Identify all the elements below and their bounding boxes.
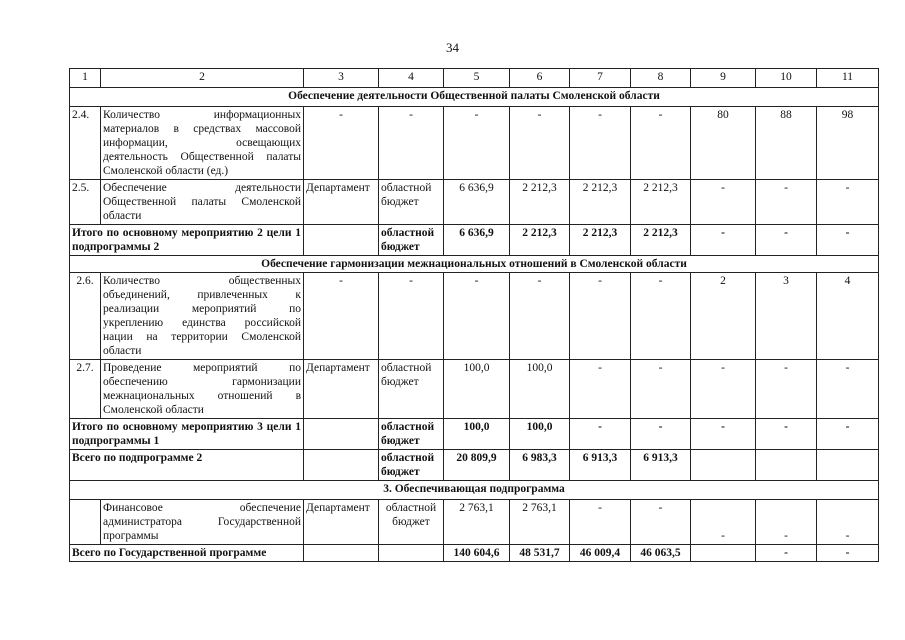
- table-row: [70, 500, 879, 545]
- cell: [304, 545, 379, 562]
- cell: -: [570, 107, 631, 180]
- row-number: [70, 500, 101, 545]
- column-number: 2: [101, 69, 304, 88]
- cell: 3: [756, 273, 817, 360]
- column-number: 1: [70, 69, 101, 88]
- table-row: [70, 273, 879, 360]
- cell: 98: [817, 107, 879, 180]
- cell: областной бюджет: [379, 360, 444, 419]
- cell: 100,0: [510, 360, 570, 419]
- cell: -: [570, 360, 631, 419]
- cell: [691, 545, 756, 562]
- row-name: Всего по Государственной программе: [70, 545, 304, 562]
- cell: [304, 450, 379, 481]
- cell: областной бюджет: [379, 225, 444, 256]
- row-name: Всего по подпрограмме 2: [70, 450, 304, 481]
- cell: -: [817, 360, 879, 419]
- cell: 140 604,6: [444, 545, 510, 562]
- column-number-row: [70, 69, 879, 88]
- column-number: 4: [379, 69, 444, 88]
- cell: [817, 450, 879, 481]
- cell: 48 531,7: [510, 545, 570, 562]
- grand-total-row: [70, 545, 879, 562]
- cell: -: [756, 419, 817, 450]
- cell: Департамент: [304, 180, 379, 225]
- cell: 2 212,3: [631, 180, 691, 225]
- cell: -: [756, 545, 817, 562]
- cell: областной бюджет: [379, 419, 444, 450]
- column-number: 8: [631, 69, 691, 88]
- budget-table: [69, 68, 879, 562]
- cell: 6 636,9: [444, 180, 510, 225]
- cell: -: [756, 180, 817, 225]
- row-number: 2.5.: [70, 180, 101, 225]
- cell: областной бюджет: [379, 450, 444, 481]
- cell: 46 009,4: [570, 545, 631, 562]
- cell: -: [444, 107, 510, 180]
- cell: -: [631, 419, 691, 450]
- page-number: 34: [446, 40, 459, 55]
- cell: 6 913,3: [570, 450, 631, 481]
- cell: -: [570, 500, 631, 545]
- cell: -: [444, 273, 510, 360]
- column-number: 11: [817, 69, 879, 88]
- row-name: Проведение мероприятий по обеспечению гармонизации межнациональных отношений в Смоленской области: [101, 360, 304, 419]
- row-name: Количество информационных материалов в средствах массовой информации, освещающих деятельность Общественной палаты Смоленской области (ед.): [101, 107, 304, 180]
- cell: [304, 419, 379, 450]
- cell: -: [756, 225, 817, 256]
- cell: -: [691, 500, 756, 545]
- cell: -: [510, 273, 570, 360]
- section-heading: 3. Обеспечивающая подпрограмма: [70, 481, 879, 500]
- cell: 100,0: [510, 419, 570, 450]
- cell: 2 212,3: [570, 225, 631, 256]
- cell: областной бюджет: [379, 180, 444, 225]
- cell: 2 763,1: [510, 500, 570, 545]
- cell: 4: [817, 273, 879, 360]
- column-number: 10: [756, 69, 817, 88]
- cell: -: [817, 180, 879, 225]
- total-row: [70, 419, 879, 450]
- total-row: [70, 225, 879, 256]
- cell: -: [631, 273, 691, 360]
- section-heading-row: [70, 481, 879, 500]
- cell: -: [817, 225, 879, 256]
- cell: [756, 450, 817, 481]
- row-number: 2.6.: [70, 273, 101, 360]
- section-heading-row: [70, 256, 879, 273]
- column-number: 5: [444, 69, 510, 88]
- table-row: [70, 107, 879, 180]
- cell: -: [631, 500, 691, 545]
- cell: [304, 225, 379, 256]
- cell: -: [304, 107, 379, 180]
- cell: -: [379, 273, 444, 360]
- table-row: [70, 180, 879, 225]
- cell: -: [817, 419, 879, 450]
- row-name: Итого по основному мероприятию 2 цели 1 подпрограммы 2: [70, 225, 304, 256]
- cell: -: [691, 360, 756, 419]
- cell: Департамент: [304, 360, 379, 419]
- cell: 80: [691, 107, 756, 180]
- row-number: 2.4.: [70, 107, 101, 180]
- table-row: [70, 360, 879, 419]
- cell: -: [756, 500, 817, 545]
- cell: 2 212,3: [510, 225, 570, 256]
- cell: -: [570, 419, 631, 450]
- row-name: Количество общественных объединений, привлеченных к реализации мероприятий по укреплению единства российской нации на территории Смоленской области: [101, 273, 304, 360]
- cell: 6 636,9: [444, 225, 510, 256]
- cell: 2: [691, 273, 756, 360]
- cell: -: [691, 180, 756, 225]
- column-number: 7: [570, 69, 631, 88]
- cell: 6 913,3: [631, 450, 691, 481]
- cell: 20 809,9: [444, 450, 510, 481]
- column-number: 6: [510, 69, 570, 88]
- cell: [379, 545, 444, 562]
- cell: 2 763,1: [444, 500, 510, 545]
- cell: 2 212,3: [570, 180, 631, 225]
- cell: -: [817, 500, 879, 545]
- section-heading: Обеспечение гармонизации межнациональных отношений в Смоленской области: [70, 256, 879, 273]
- cell: -: [510, 107, 570, 180]
- cell: -: [379, 107, 444, 180]
- cell: 6 983,3: [510, 450, 570, 481]
- cell: [691, 450, 756, 481]
- section-heading-row: [70, 88, 879, 107]
- cell: Департамент: [304, 500, 379, 545]
- cell: -: [631, 107, 691, 180]
- row-number: 2.7.: [70, 360, 101, 419]
- column-number: 3: [304, 69, 379, 88]
- cell: -: [756, 360, 817, 419]
- cell: областной бюджет: [379, 500, 444, 545]
- cell: -: [691, 225, 756, 256]
- total-row: [70, 450, 879, 481]
- section-heading: Обеспечение деятельности Общественной палаты Смоленской области: [70, 88, 879, 107]
- cell: -: [691, 419, 756, 450]
- cell: -: [631, 360, 691, 419]
- cell: 100,0: [444, 419, 510, 450]
- cell: 2 212,3: [510, 180, 570, 225]
- cell: 88: [756, 107, 817, 180]
- cell: 2 212,3: [631, 225, 691, 256]
- cell: 100,0: [444, 360, 510, 419]
- row-name: Итого по основному мероприятию 3 цели 1 подпрограммы 1: [70, 419, 304, 450]
- cell: -: [570, 273, 631, 360]
- cell: -: [304, 273, 379, 360]
- column-number: 9: [691, 69, 756, 88]
- cell: 46 063,5: [631, 545, 691, 562]
- row-name: Обеспечение деятельности Общественной палаты Смоленской области: [101, 180, 304, 225]
- row-name: Финансовое обеспечение администратора Государственной программы: [101, 500, 304, 545]
- cell: -: [817, 545, 879, 562]
